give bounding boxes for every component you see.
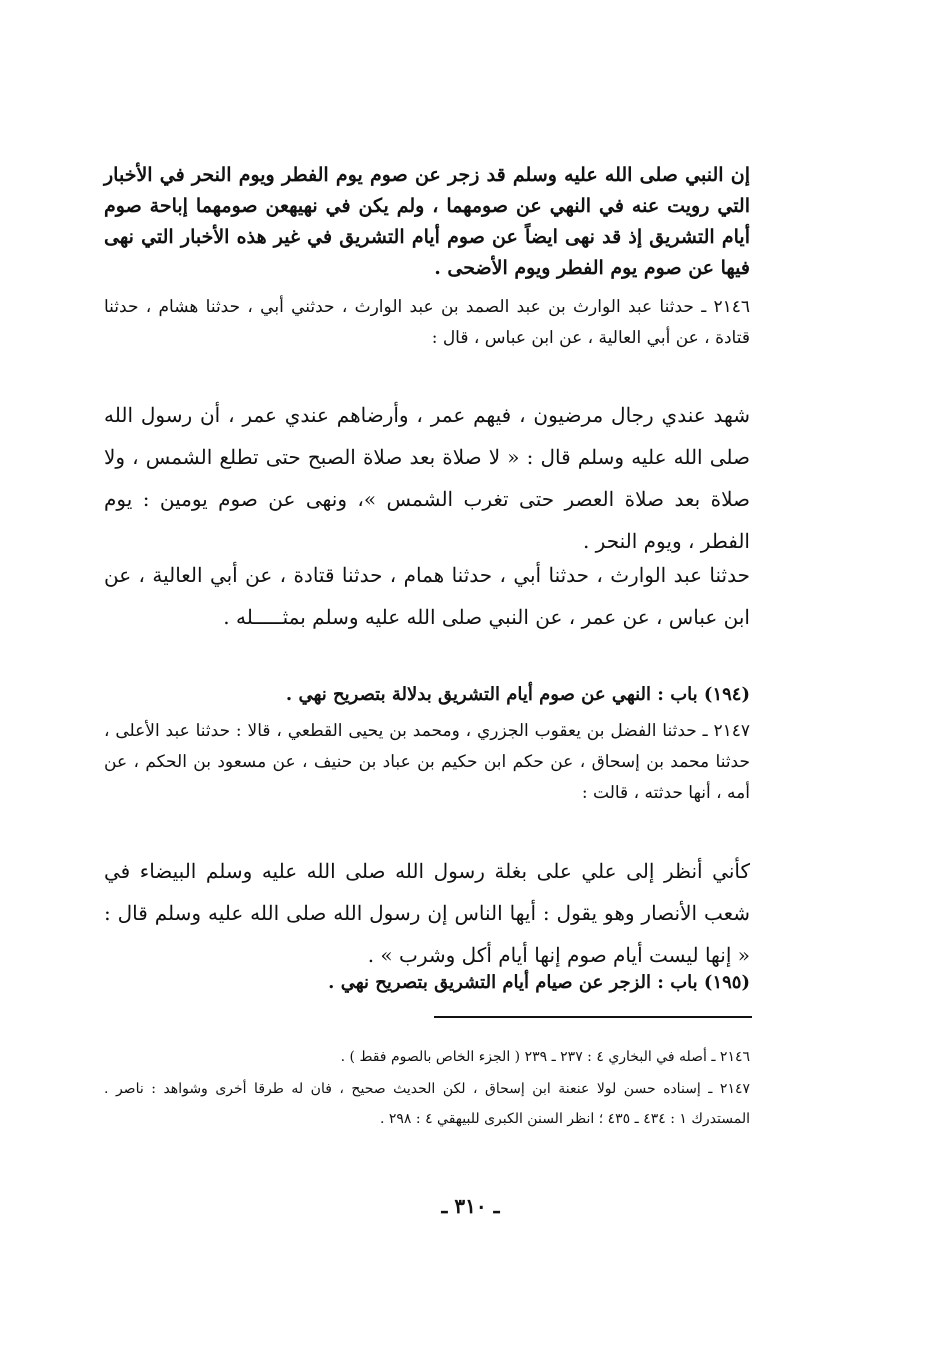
chapter-195-heading: (١٩٥) باب : الزجر عن صيام أيام التشريق بتصريح نهي .	[328, 972, 750, 993]
hadith-2146-second-chain: حدثنا عبد الوارث ، حدثنا أبي ، حدثنا همام ، حدثنا قتادة ، عن أبي العالية ، عن ابن عباس ، عن عمر ، عن النبي صلى الله عليه وسلم بمثـــــله .	[104, 563, 750, 629]
hadith-2146-isnad: ٢١٤٦ ـ حدثنا عبد الوارث بن عبد الصمد بن عبد الوارث ، حدثني أبي ، حدثنا هشام ، حدثنا قتادة ، عن أبي العالية ، عن ابن عباس ، قال :	[104, 297, 750, 348]
hadith-2147-matn: كأني أنظر إلى علي على بغلة رسول الله صلى الله عليه وسلم البيضاء في شعب الأنصار وهو يقول : أيها الناس إن رسول الله صلى الله عليه وسلم قال : « إنها ليست أيام صوم إنها أيام أكل وشرب » .	[104, 859, 750, 967]
chapter-194-heading: (١٩٤) باب : النهي عن صوم أيام التشريق بدلالة بتصريح نهي .	[285, 684, 750, 705]
footnote-2146: ٢١٤٦ ـ أصله في البخاري ٤ : ٢٣٧ ـ ٢٣٩ ( الجزء الخاص بالصوم فقط ) .	[340, 1049, 750, 1065]
footnote-divider	[434, 1016, 752, 1018]
page-number: ـ ٣١٠ ـ	[441, 1194, 500, 1218]
footnote-2147: ٢١٤٧ ـ إسناده حسن لولا عنعنة ابن إسحاق ، لكن الحديث صحيح ، فان له طرقا أخرى وشواهد : ناصر . المستدرك ١ : ٤٣٤ ـ ٤٣٥ ؛ انظر السنن الكبرى للبيهقي ٤ : ٢٩٨ .	[104, 1081, 750, 1127]
hadith-2146-matn: شهد عندي رجال مرضيون ، فيهم عمر ، وأرضاهم عندي عمر ، أن رسول الله صلى الله عليه وسلم قال : « لا صلاة بعد صلاة الصبح حتى تطلع الشمس ، ولا صلاة بعد صلاة العصر حتى تغرب الشمس »، ونهى عن صوم يومين : يوم الفطر ، ويوم النحر .	[104, 403, 750, 553]
hadith-2147-isnad: ٢١٤٧ ـ حدثنا الفضل بن يعقوب الجزري ، ومحمد بن يحيى القطعي ، قالا : حدثنا عبد الأعلى ، حدثنا محمد بن إسحاق ، عن حكم ابن حكيم بن عباد بن حنيف ، عن مسعود بن الحكم ، عن أمه ، أنها حدثته ، قالت :	[104, 721, 750, 803]
intro-paragraph: إن النبي صلى الله عليه وسلم قد زجر عن صوم يوم الفطر ويوم النحر في الأخبار التي رويت عنه في النهي عن صومهما ، ولم يكن في نهيهعن صومهما إباحة صوم أيام التشريق إذ قد نهى ايضاً عن صوم أيام التشريق في غير هذه الأخبار التي نهى فيها عن صوم يوم الفطر ويوم الأضحى .	[104, 164, 750, 279]
